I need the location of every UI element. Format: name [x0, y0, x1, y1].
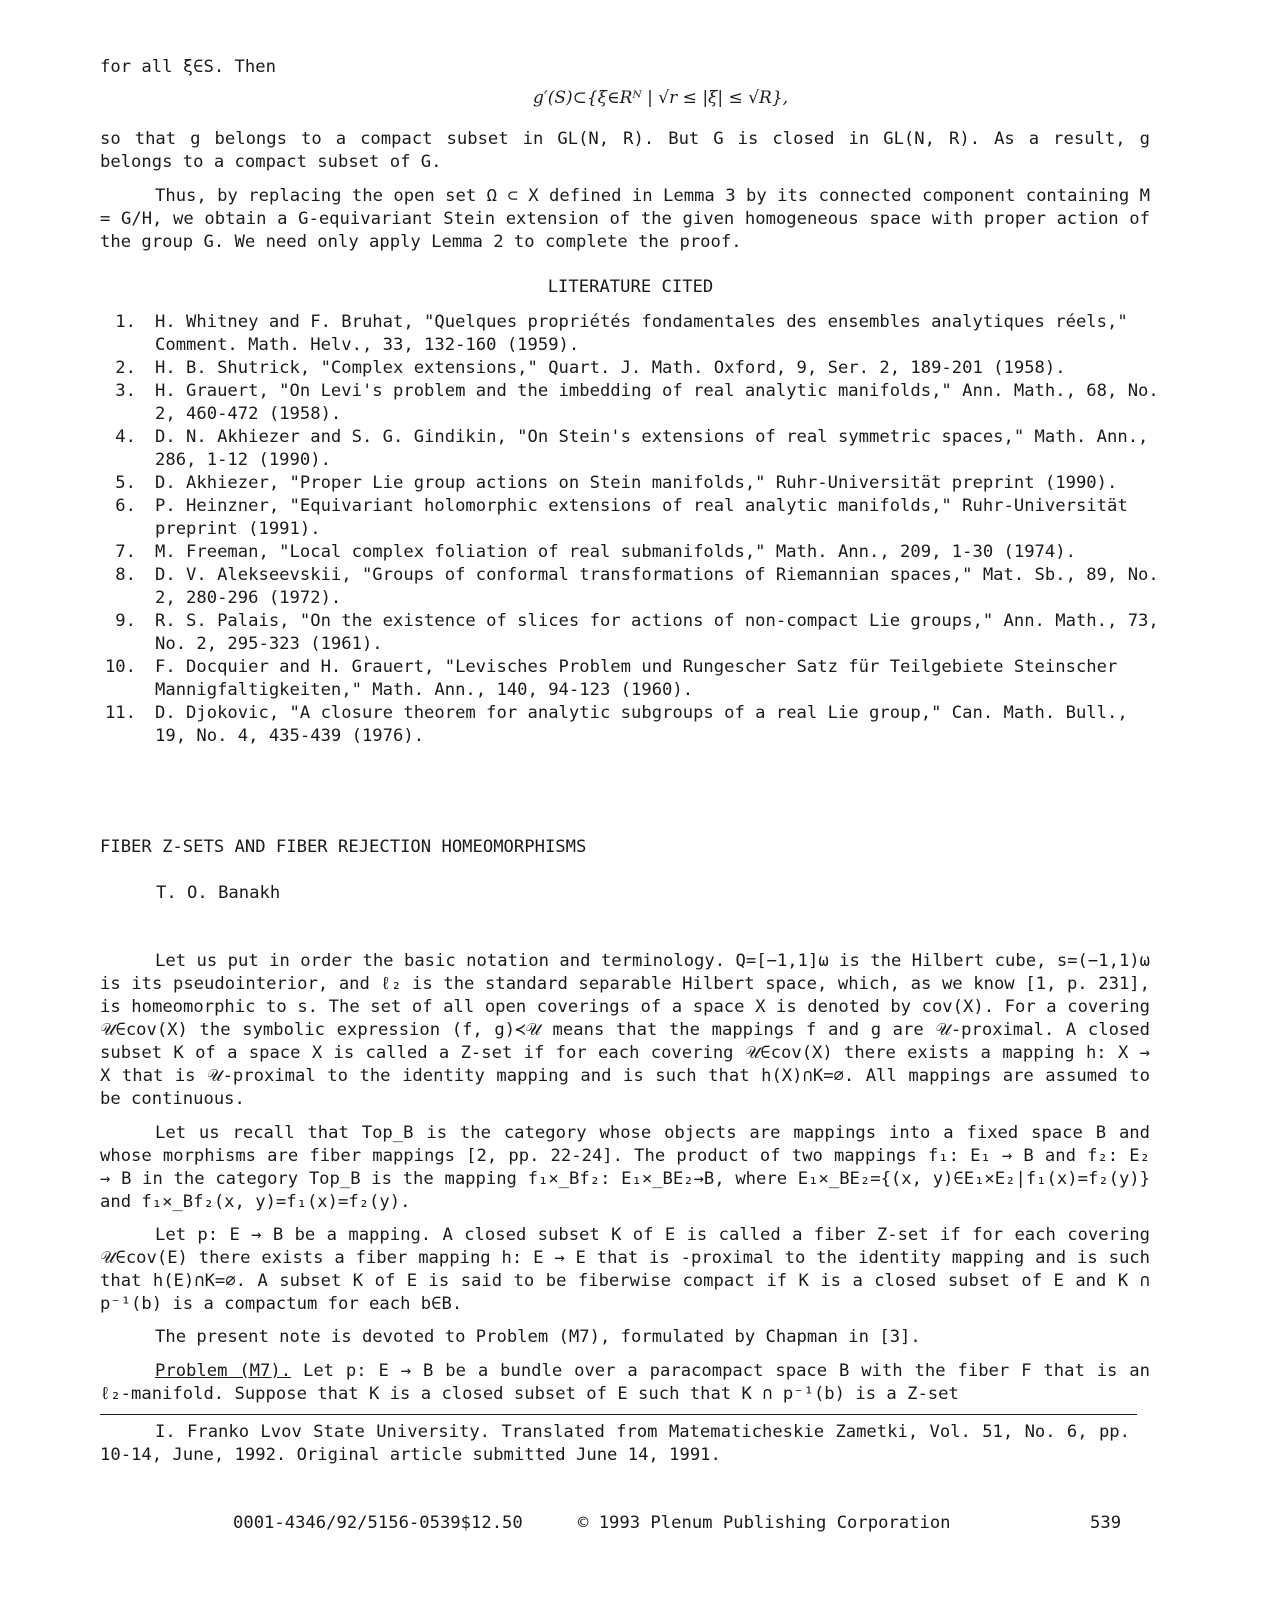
problem-text: Let p: E → B be a bundle over a paracompact space B with the fiber F that is an ℓ₂-manifold. Suppose that K is a closed subset of E such that K ∩ p⁻¹(b) is a Z-set: [100, 1361, 1150, 1404]
article-author: T. O. Banakh: [156, 883, 281, 903]
literature-heading: LITERATURE CITED: [547, 277, 714, 297]
reference-number: 9.: [115, 611, 136, 631]
reference-item: [100, 541, 1160, 564]
reference-item: [100, 426, 1160, 472]
reference-item: [100, 472, 1160, 495]
reference-item: [100, 702, 1160, 748]
paragraph-compact-subset: so that g belongs to a compact subset in GL(N, R). But G is closed in GL(N, R). As a result, g belongs to a compact subset of G.: [100, 129, 1150, 172]
reference-item: [100, 380, 1160, 426]
reference-item: [100, 495, 1160, 541]
paragraph-present-note: The present note is devoted to Problem (M7), formulated by Chapman in [3].: [155, 1327, 921, 1347]
paragraph-notation: Let us put in order the basic notation and terminology. Q=[−1,1]ω is the Hilbert cube, s=(−1,1)ω is its pseudointerior, and ℓ₂ is the standard separable Hilbert space, which, as we know [1, p. 231], is homeomorphic to s. The set of all open coverings of a space X is denoted by cov(X). For a covering 𝒰∈cov(X) the symbolic expression (f, g)≺𝒰 means that the mappings f and g are 𝒰-proximal. A closed subset K of a space X is called a Z-set if for each covering 𝒰∈cov(X) there exists a mapping h: X → X that is 𝒰-proximal to the identity mapping and is such that h(X)∩K=∅. All mappings are assumed to be continuous.: [100, 951, 1150, 1109]
reference-text: D. Djokovic, "A closure theorem for analytic subgroups of a real Lie group," Can. Math. Bull., 19, No. 4, 435-439 (1976).: [155, 703, 1128, 746]
reference-text: D. V. Alekseevskii, "Groups of conformal transformations of Riemannian spaces," Mat. Sb., 89, No. 2, 280-296 (1972).: [155, 565, 1159, 608]
paragraph-fiber-zset: Let p: E → B be a mapping. A closed subset K of E is called a fiber Z-set if for each covering 𝒰∈cov(E) there exists a fiber mapping h: E → E that is -proximal to the identity mapping and is such that h(E)∩K=∅. A subset K of E is said to be fiberwise compact if K is a closed subset of E and K ∩ p⁻¹(b) is a compactum for each b∈B.: [100, 1225, 1150, 1314]
reference-text: D. N. Akhiezer and S. G. Gindikin, "On Stein's extensions of real symmetric spaces," Math. Ann., 286, 1-12 (1990).: [155, 427, 1149, 470]
reference-number: 8.: [115, 565, 136, 585]
reference-text: M. Freeman, "Local complex foliation of real submanifolds," Math. Ann., 209, 1-30 (1974).: [155, 542, 1076, 562]
reference-list: [100, 311, 1160, 748]
reference-item: [100, 564, 1160, 610]
footnote: I. Franko Lvov State University. Translated from Matematicheskie Zametki, Vol. 51, No. 6, pp. 10-14, June, 1992. Original article submitted June 14, 1991.: [100, 1422, 1130, 1465]
reference-text: H. B. Shutrick, "Complex extensions," Quart. J. Math. Oxford, 9, Ser. 2, 189-201 (1958).: [155, 358, 1066, 378]
reference-number: 5.: [115, 473, 136, 493]
intro-line: for all ξ∈S. Then: [100, 57, 276, 77]
reference-item: [100, 656, 1160, 702]
article-title: FIBER Z-SETS AND FIBER REJECTION HOMEOMORPHISMS: [100, 837, 587, 857]
reference-text: H. Whitney and F. Bruhat, "Quelques propriétés fondamentales des ensembles analytiques réels," Comment. Math. Helv., 33, 132-160 (1959).: [155, 312, 1128, 355]
footer-copyright: © 1993 Plenum Publishing Corporation: [578, 1513, 951, 1533]
paragraph-problem: [100, 1360, 1150, 1406]
reference-number: 7.: [115, 542, 136, 562]
reference-number: 2.: [115, 358, 136, 378]
reference-text: H. Grauert, "On Levi's problem and the imbedding of real analytic manifolds," Ann. Math., 68, No. 2, 460-472 (1958).: [155, 381, 1159, 424]
reference-item: [100, 610, 1160, 656]
reference-number: 4.: [115, 427, 136, 447]
reference-text: D. Akhiezer, "Proper Lie group actions on Stein manifolds," Ruhr-Universität preprint (1990).: [155, 473, 1118, 493]
paragraph-category: Let us recall that Top_B is the category whose objects are mappings into a fixed space B and whose morphisms are fiber mappings [2, pp. 22-24]. The product of two mappings f₁: E₁ → B and f₂: E₂ → B in the category Top_B is the mapping f₁×_Bf₂: E₁×_BE₂→B, where E₁×_BE₂={(x, y)∈E₁×E₂|f₁(x)=f₂(y)} and f₁×_Bf₂(x, y)=f₁(x)=f₂(y).: [100, 1123, 1150, 1212]
paragraph-conclusion: Thus, by replacing the open set Ω ⊂ X defined in Lemma 3 by its connected component containing M = G/H, we obtain a G-equivariant Stein extension of the given homogeneous space with proper action of the group G. We need only apply Lemma 2 to complete the proof.: [100, 186, 1150, 252]
reference-text: R. S. Palais, "On the existence of slices for actions of non-compact Lie groups," Ann. Math., 73, No. 2, 295-323 (1961).: [155, 611, 1159, 654]
reference-number: 6.: [115, 496, 136, 516]
reference-number: 3.: [115, 381, 136, 401]
reference-number: 10.: [104, 657, 136, 677]
footer-code: 0001-4346/92/5156-0539$12.50: [233, 1513, 523, 1533]
reference-number: 11.: [104, 703, 136, 723]
reference-item: [100, 311, 1160, 357]
equation: g′(S)⊂{ξ∈Rᴺ | √r ≤ |ξ| ≤ √R},: [532, 88, 789, 108]
page-number: 539: [1090, 1513, 1122, 1533]
reference-item: [100, 357, 1160, 380]
reference-text: P. Heinzner, "Equivariant holomorphic extensions of real analytic manifolds," Ruhr-Universität preprint (1991).: [155, 496, 1128, 539]
reference-number: 1.: [115, 312, 136, 332]
problem-label: Problem (M7).: [155, 1361, 292, 1381]
reference-text: F. Docquier and H. Grauert, "Levisches Problem und Rungescher Satz für Teilgebiete Steinscher Mannigfaltigkeiten," Math. Ann., 140, 94-123 (1960).: [155, 657, 1118, 700]
footnote-divider: [100, 1414, 1137, 1415]
